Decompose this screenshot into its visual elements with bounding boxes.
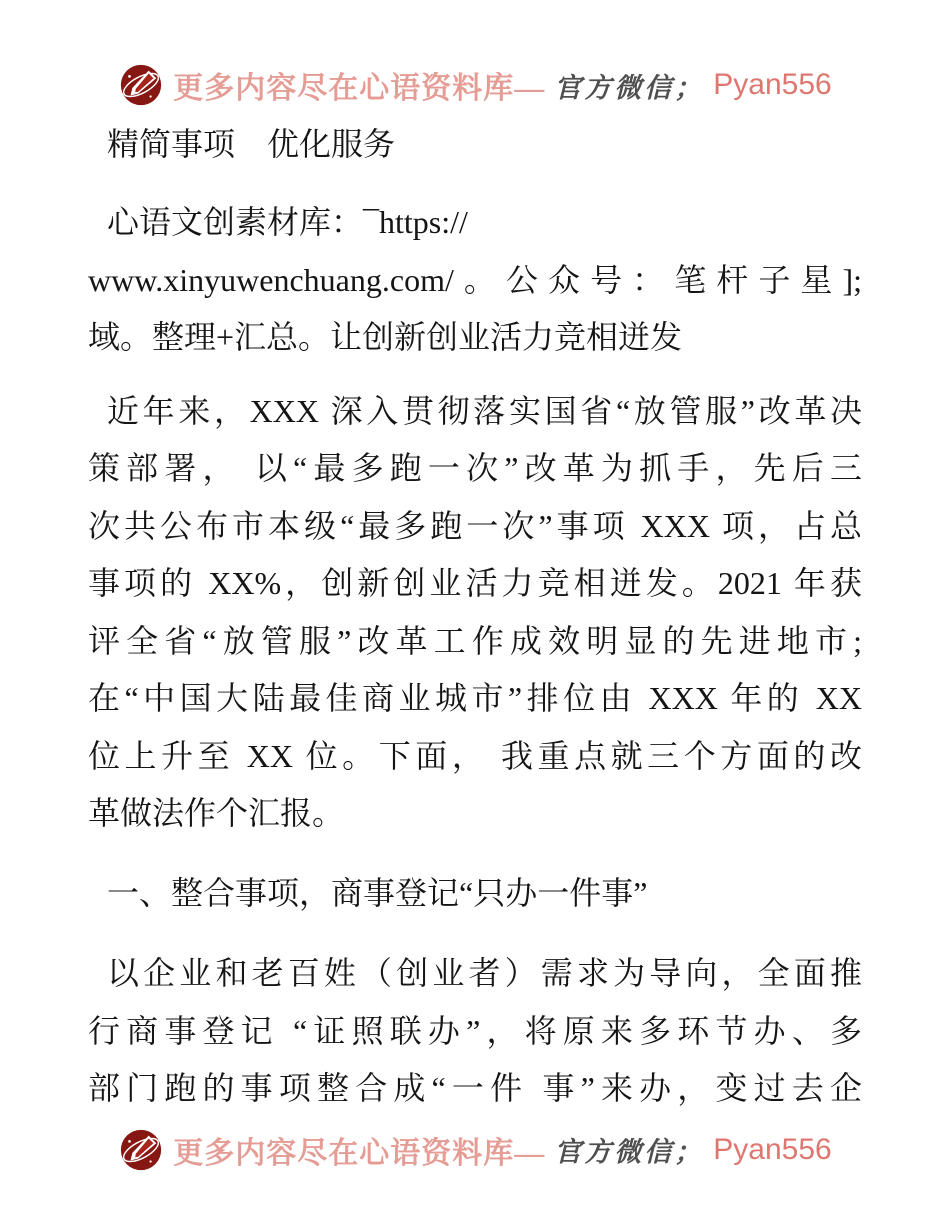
pen-seal-icon — [118, 1127, 164, 1173]
footer-watermark — [0, 1125, 950, 1175]
text-line: 一、整合事项，商事登记“只办一件事” — [107, 874, 648, 911]
text-line: 革做法作个汇报。 — [88, 795, 345, 831]
pen-seal-icon — [118, 62, 164, 108]
text-line: 以企业和老百姓（创业者）需求为导向，全面推 — [107, 955, 862, 991]
text-line: 精简事项 优化服务 — [107, 126, 396, 162]
text-line: 策部署， 以“最多跑一次”改革为抓手，先后三 — [88, 450, 862, 486]
block-paragraph — [88, 383, 862, 843]
watermark-main-text: 更多内容尽在心语资料库 — [173, 72, 515, 105]
watermark-main-text: 更多内容尽在心语资料库 — [173, 1136, 515, 1170]
document-body — [88, 116, 862, 1118]
text-line: 心语文创素材库：¯https:// — [107, 204, 468, 240]
watermark-text — [173, 63, 545, 107]
text-line: 位上升至 XX 位。下面， 我重点就三个方面的改 — [88, 737, 862, 774]
text-line: 事项的 XX%，创新创业活力竞相迸发。2021 年获 — [88, 565, 862, 601]
watermark-label: 官方微信； — [554, 1137, 705, 1168]
text-line: 近年来，XXX 深入贯彻落实国省“放管服”改革决 — [107, 392, 862, 429]
text-line: www.xinyuwenchuang.com/。公众号：笔杆子星]; — [88, 261, 862, 298]
text-line: 在“中国大陆最佳商业城市”排位由 XXX 年的 XX — [88, 680, 862, 716]
text-line: 次共公布市本级“最多跑一次”事项 XXX 项，占总 — [88, 507, 862, 544]
text-line: 部门跑的事项整合成“一件 事”来办，变过去企 — [88, 1070, 862, 1106]
block-heading — [88, 865, 862, 923]
block-paragraph — [88, 194, 862, 367]
block-paragraph — [88, 945, 862, 1118]
text-line: 评全省“放管服”改革工作成效明显的先进地市; — [88, 622, 862, 659]
watermark-dash: — — [514, 1136, 546, 1170]
block-title — [88, 116, 862, 173]
text-line: 域。整理+汇总。让创新创业活力竞相迸发 — [88, 319, 683, 355]
text-line: 行商事登记 “证照联办”，将原来多环节办、多 — [88, 1012, 862, 1049]
watermark-account: Pyan556 — [713, 68, 832, 101]
watermark-dash: — — [514, 72, 546, 105]
header-watermark — [0, 60, 950, 110]
watermark-text — [173, 1128, 545, 1172]
watermark-account: Pyan556 — [713, 1132, 832, 1166]
watermark-label: 官方微信； — [554, 72, 705, 104]
